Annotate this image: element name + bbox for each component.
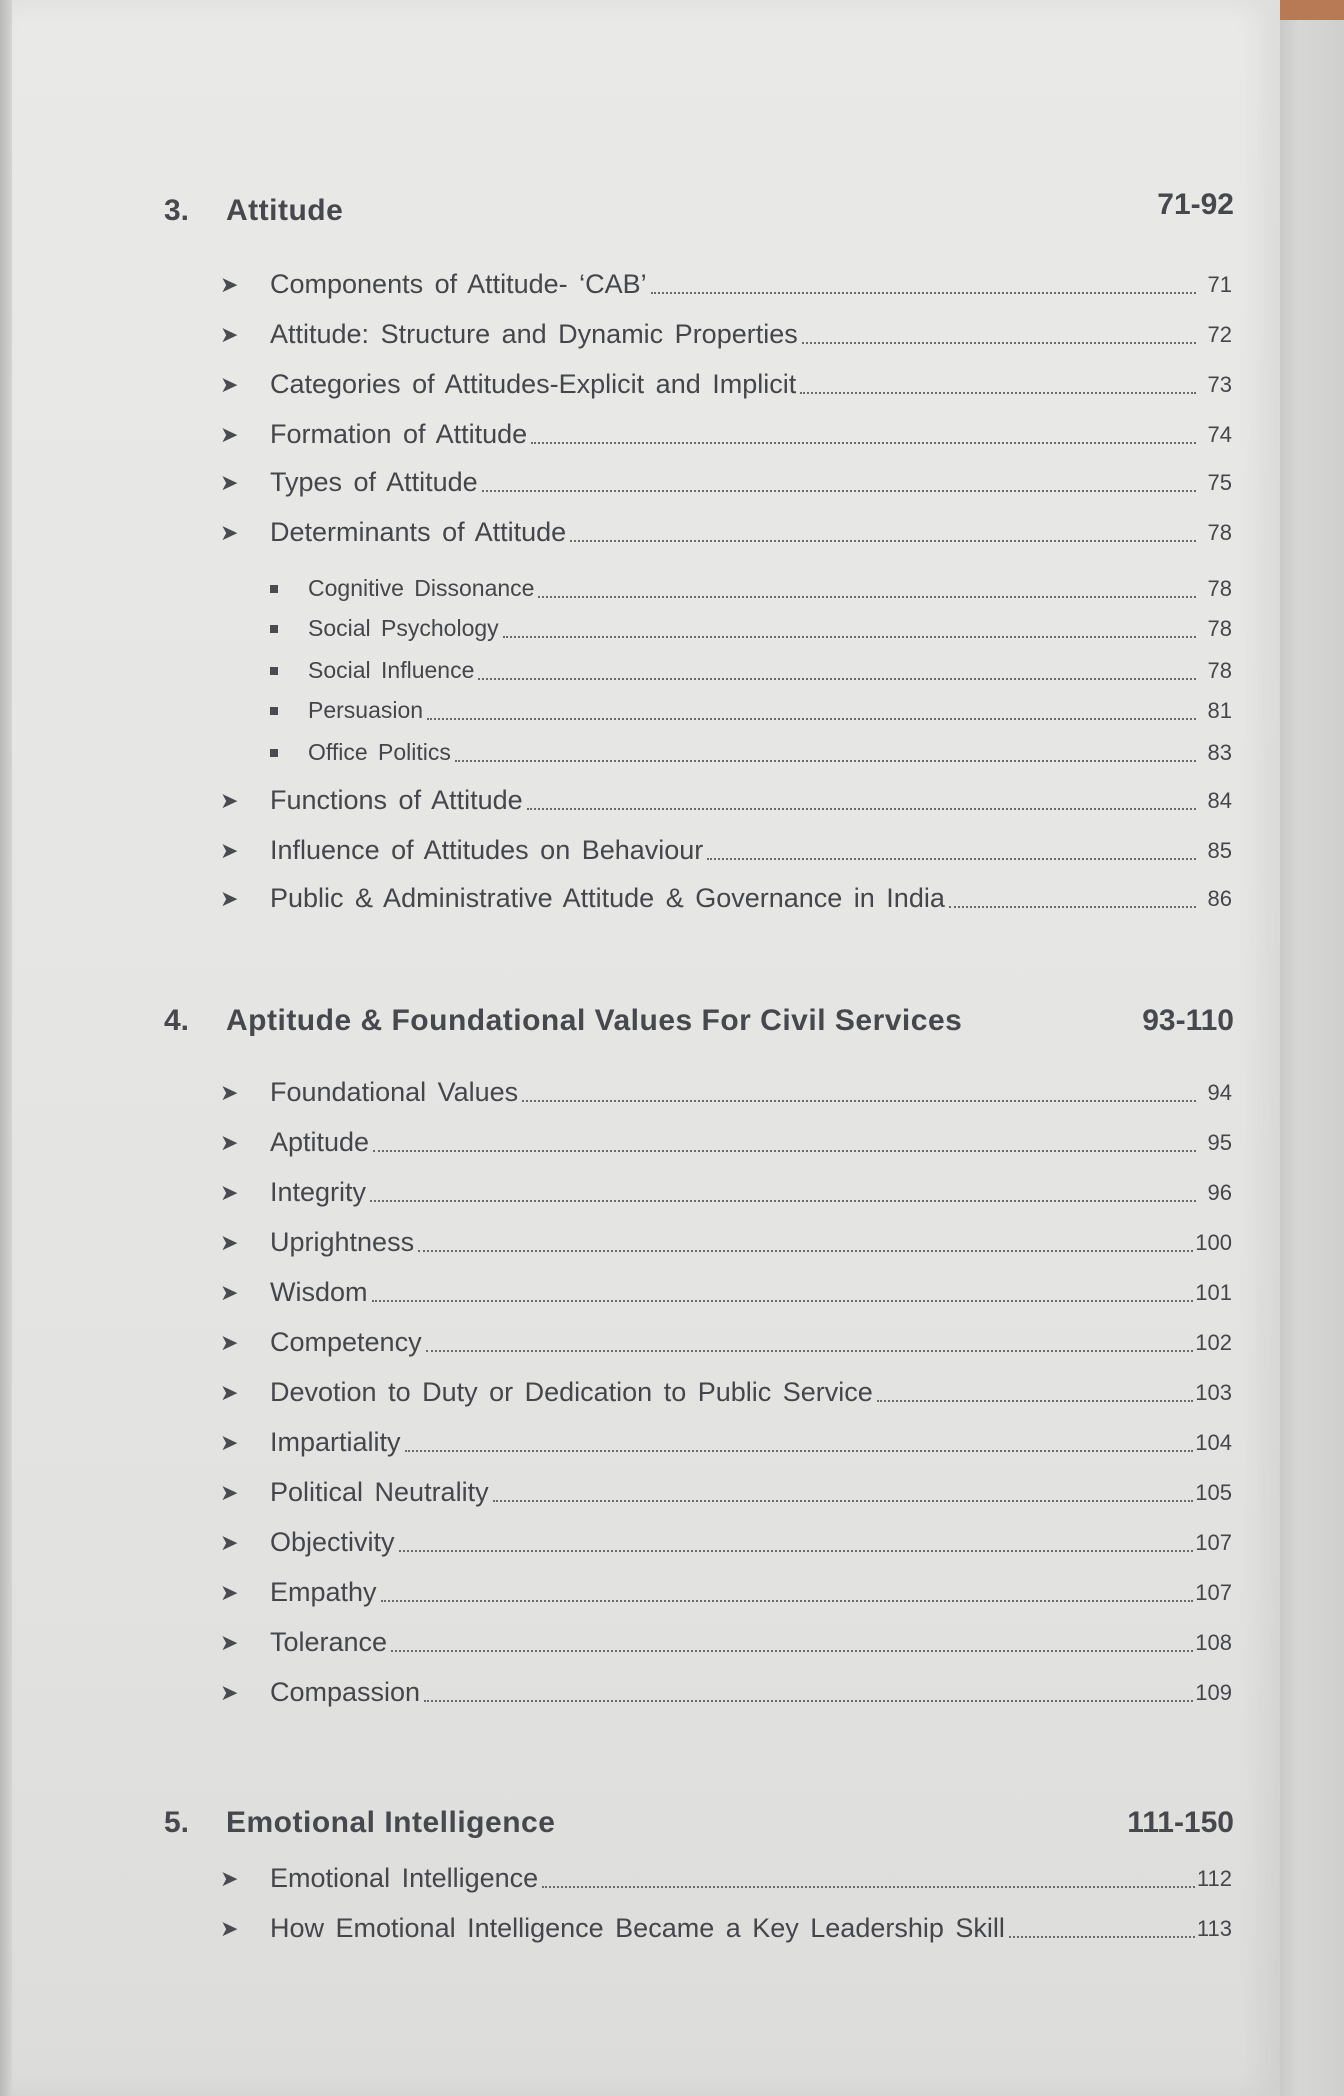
- chapter-number: 4.: [164, 1004, 190, 1037]
- dot-leader: [1009, 1934, 1195, 1938]
- arrow-head-icon: ➤: [220, 1130, 239, 1155]
- dot-leader: [877, 1398, 1194, 1402]
- dot-leader: [538, 594, 1196, 598]
- toc-entry: [220, 1620, 1232, 1660]
- dot-leader: [391, 1648, 1193, 1652]
- arrow-head-icon: ➤: [220, 1430, 239, 1455]
- arrow-head-icon: ➤: [220, 520, 239, 545]
- arrow-head-icon: ➤: [220, 1330, 239, 1355]
- dot-leader: [381, 1598, 1194, 1602]
- book-page-stack: [1280, 20, 1344, 2096]
- toc-entry-title: Persuasion: [308, 697, 424, 723]
- arrow-head-icon: ➤: [220, 1630, 239, 1655]
- toc-entry-title: Public & Administrative Attitude & Governance in India: [270, 883, 945, 913]
- chapter-number: 3.: [164, 194, 190, 227]
- toc-entry-title: Emotional Intelligence: [270, 1863, 539, 1893]
- toc-page-number: 95: [1207, 1130, 1232, 1155]
- chapter-number: 5.: [164, 1806, 190, 1839]
- toc-page-number: 75: [1207, 470, 1232, 495]
- chapter-title: Emotional Intelligence: [226, 1806, 556, 1839]
- dot-leader: [405, 1448, 1194, 1452]
- dot-leader: [370, 1198, 1196, 1202]
- chapter-heading: [164, 1004, 1234, 1048]
- toc-entry-title: Aptitude: [270, 1127, 370, 1157]
- toc-entry: [220, 778, 1232, 818]
- arrow-head-icon: ➤: [220, 272, 239, 297]
- dot-leader: [427, 716, 1196, 720]
- arrow-head-icon: ➤: [220, 1916, 239, 1941]
- toc-subentry: [266, 566, 1232, 606]
- toc-subentry: [266, 648, 1232, 688]
- toc-page-number: 112: [1196, 1866, 1232, 1891]
- chapter-title: Aptitude & Foundational Values For Civil Services: [226, 1004, 963, 1037]
- toc-entry-title: Social Influence: [308, 657, 475, 683]
- toc-page-number: 96: [1207, 1180, 1232, 1205]
- toc-page-number: 73: [1207, 372, 1232, 397]
- dot-leader: [570, 538, 1196, 542]
- toc-page-number: 101: [1195, 1280, 1232, 1305]
- toc-entry: [220, 362, 1232, 402]
- toc-page-number: 72: [1207, 322, 1232, 347]
- dot-leader: [800, 390, 1196, 394]
- toc-subentry: [266, 688, 1232, 728]
- arrow-head-icon: ➤: [220, 1866, 239, 1891]
- dot-leader: [418, 1248, 1193, 1252]
- toc-entry: [220, 1906, 1232, 1946]
- toc-entry-title: Wisdom: [270, 1277, 368, 1307]
- toc-entry-title: Uprightness: [270, 1227, 415, 1257]
- toc-entry-title: Cognitive Dissonance: [308, 575, 535, 601]
- toc-entry: [220, 1570, 1232, 1610]
- toc-page-number: 74: [1207, 422, 1232, 447]
- toc-page-number: 109: [1195, 1680, 1232, 1705]
- toc-entry: [220, 1856, 1232, 1896]
- arrow-head-icon: ➤: [220, 1280, 239, 1305]
- chapter-page-range: 93-110: [1142, 1004, 1234, 1037]
- toc-page-number: 71: [1207, 272, 1232, 297]
- toc-entry-title: Influence of Attitudes on Behaviour: [270, 835, 704, 865]
- arrow-head-icon: ➤: [220, 422, 239, 447]
- toc-entry: [220, 1170, 1232, 1210]
- dot-leader: [372, 1298, 1194, 1302]
- toc-entry: [220, 262, 1232, 302]
- dot-leader: [424, 1698, 1193, 1702]
- toc-page-number: 113: [1196, 1916, 1232, 1941]
- toc-entry-title: Political Neutrality: [270, 1477, 489, 1507]
- chapter-page-range: 111-150: [1127, 1806, 1234, 1839]
- toc-page-number: 83: [1207, 740, 1232, 765]
- arrow-head-icon: ➤: [220, 1480, 239, 1505]
- toc-entry-title: Compassion: [270, 1677, 421, 1707]
- toc-entry: [220, 460, 1232, 500]
- arrow-head-icon: ➤: [220, 372, 239, 397]
- arrow-head-icon: ➤: [220, 838, 239, 863]
- chapter-page-range: 71-92: [1157, 188, 1234, 221]
- arrow-head-icon: ➤: [220, 1380, 239, 1405]
- arrow-head-icon: ➤: [220, 1530, 239, 1555]
- toc-entry: [220, 1520, 1232, 1560]
- arrow-head-icon: ➤: [220, 1680, 239, 1705]
- toc-entry: [220, 510, 1232, 550]
- square-bullet-icon: [270, 625, 278, 633]
- toc-entry: [220, 412, 1232, 452]
- toc-entry-title: Office Politics: [308, 739, 451, 765]
- toc-entry-title: Social Psychology: [308, 615, 499, 641]
- toc-page-number: 78: [1207, 658, 1232, 683]
- toc-entry: [220, 1420, 1232, 1460]
- toc-entry: [220, 312, 1232, 352]
- toc-page-number: 105: [1195, 1480, 1232, 1505]
- dot-leader: [399, 1548, 1194, 1552]
- dot-leader: [482, 488, 1196, 492]
- arrow-head-icon: ➤: [220, 322, 239, 347]
- toc-entry-title: Impartiality: [270, 1427, 401, 1457]
- toc-page-number: 84: [1207, 788, 1232, 813]
- toc-entry-title: Competency: [270, 1327, 422, 1357]
- square-bullet-icon: [270, 749, 278, 757]
- dot-leader: [493, 1498, 1194, 1502]
- toc-entry-title: Devotion to Duty or Dedication to Public Service: [270, 1377, 873, 1407]
- toc-entry: [220, 1220, 1232, 1260]
- toc-page-number: 103: [1195, 1380, 1232, 1405]
- toc-page-number: 104: [1195, 1430, 1232, 1455]
- arrow-head-icon: ➤: [220, 1230, 239, 1255]
- square-bullet-icon: [270, 585, 278, 593]
- dot-leader: [802, 340, 1196, 344]
- arrow-head-icon: ➤: [220, 1080, 239, 1105]
- toc-entry-title: Attitude: Structure and Dynamic Properties: [270, 319, 798, 349]
- toc-entry-title: Integrity: [270, 1177, 367, 1207]
- arrow-head-icon: ➤: [220, 470, 239, 495]
- dot-leader: [531, 440, 1196, 444]
- toc-entry-title: Empathy: [270, 1577, 377, 1607]
- dot-leader: [522, 1098, 1196, 1102]
- toc-entry-title: Components of Attitude- ‘CAB’: [270, 269, 647, 299]
- toc-entry: [220, 1070, 1232, 1110]
- toc-entry: [220, 1370, 1232, 1410]
- toc-page-number: 107: [1195, 1580, 1232, 1605]
- toc-entry-title: Objectivity: [270, 1527, 395, 1557]
- arrow-head-icon: ➤: [220, 1180, 239, 1205]
- dot-leader: [373, 1148, 1196, 1152]
- toc-page-number: 94: [1207, 1080, 1232, 1105]
- dot-leader: [478, 676, 1196, 680]
- dot-leader: [426, 1348, 1194, 1352]
- chapter-title: Attitude: [226, 194, 344, 227]
- toc-subentry: [266, 606, 1232, 646]
- toc-page-number: 107: [1195, 1530, 1232, 1555]
- dot-leader: [949, 904, 1196, 908]
- toc-entry-title: Categories of Attitudes-Explicit and Implicit: [270, 369, 797, 399]
- toc-entry-title: Formation of Attitude: [270, 419, 528, 449]
- toc-entry-title: Tolerance: [270, 1627, 388, 1657]
- toc-entry-title: How Emotional Intelligence Became a Key Leadership Skill: [270, 1913, 1005, 1943]
- dot-leader: [651, 290, 1196, 294]
- dot-leader: [707, 856, 1196, 860]
- toc-entry-title: Functions of Attitude: [270, 785, 523, 815]
- toc-page-number: 78: [1207, 616, 1232, 641]
- chapter-heading: [164, 188, 1234, 238]
- toc-page-number: 108: [1195, 1630, 1232, 1655]
- toc-entry: [220, 876, 1232, 916]
- dot-leader: [527, 806, 1196, 810]
- dot-leader: [503, 634, 1196, 638]
- toc-entry: [220, 1670, 1232, 1710]
- toc-page-number: 78: [1207, 576, 1232, 601]
- square-bullet-icon: [270, 667, 278, 675]
- toc-entry-title: Determinants of Attitude: [270, 517, 567, 547]
- arrow-head-icon: ➤: [220, 1580, 239, 1605]
- chapter-heading: [164, 1806, 1234, 1850]
- arrow-head-icon: ➤: [220, 788, 239, 813]
- toc-subentry: [266, 730, 1232, 770]
- toc-entry: [220, 1320, 1232, 1360]
- dot-leader: [455, 758, 1196, 762]
- square-bullet-icon: [270, 707, 278, 715]
- toc-entry-title: Foundational Values: [270, 1077, 519, 1107]
- toc-page-number: 85: [1207, 838, 1232, 863]
- toc-entry-title: Types of Attitude: [270, 467, 478, 497]
- toc-entry: [220, 828, 1232, 868]
- toc-entry: [220, 1470, 1232, 1510]
- toc-page-number: 100: [1195, 1230, 1232, 1255]
- toc-page-number: 102: [1195, 1330, 1232, 1355]
- toc-page-number: 81: [1207, 698, 1232, 723]
- toc-entry: [220, 1270, 1232, 1310]
- toc-page-number: 86: [1207, 886, 1232, 911]
- toc-entry: [220, 1120, 1232, 1160]
- arrow-head-icon: ➤: [220, 886, 239, 911]
- toc-page-number: 78: [1207, 520, 1232, 545]
- dot-leader: [542, 1884, 1195, 1888]
